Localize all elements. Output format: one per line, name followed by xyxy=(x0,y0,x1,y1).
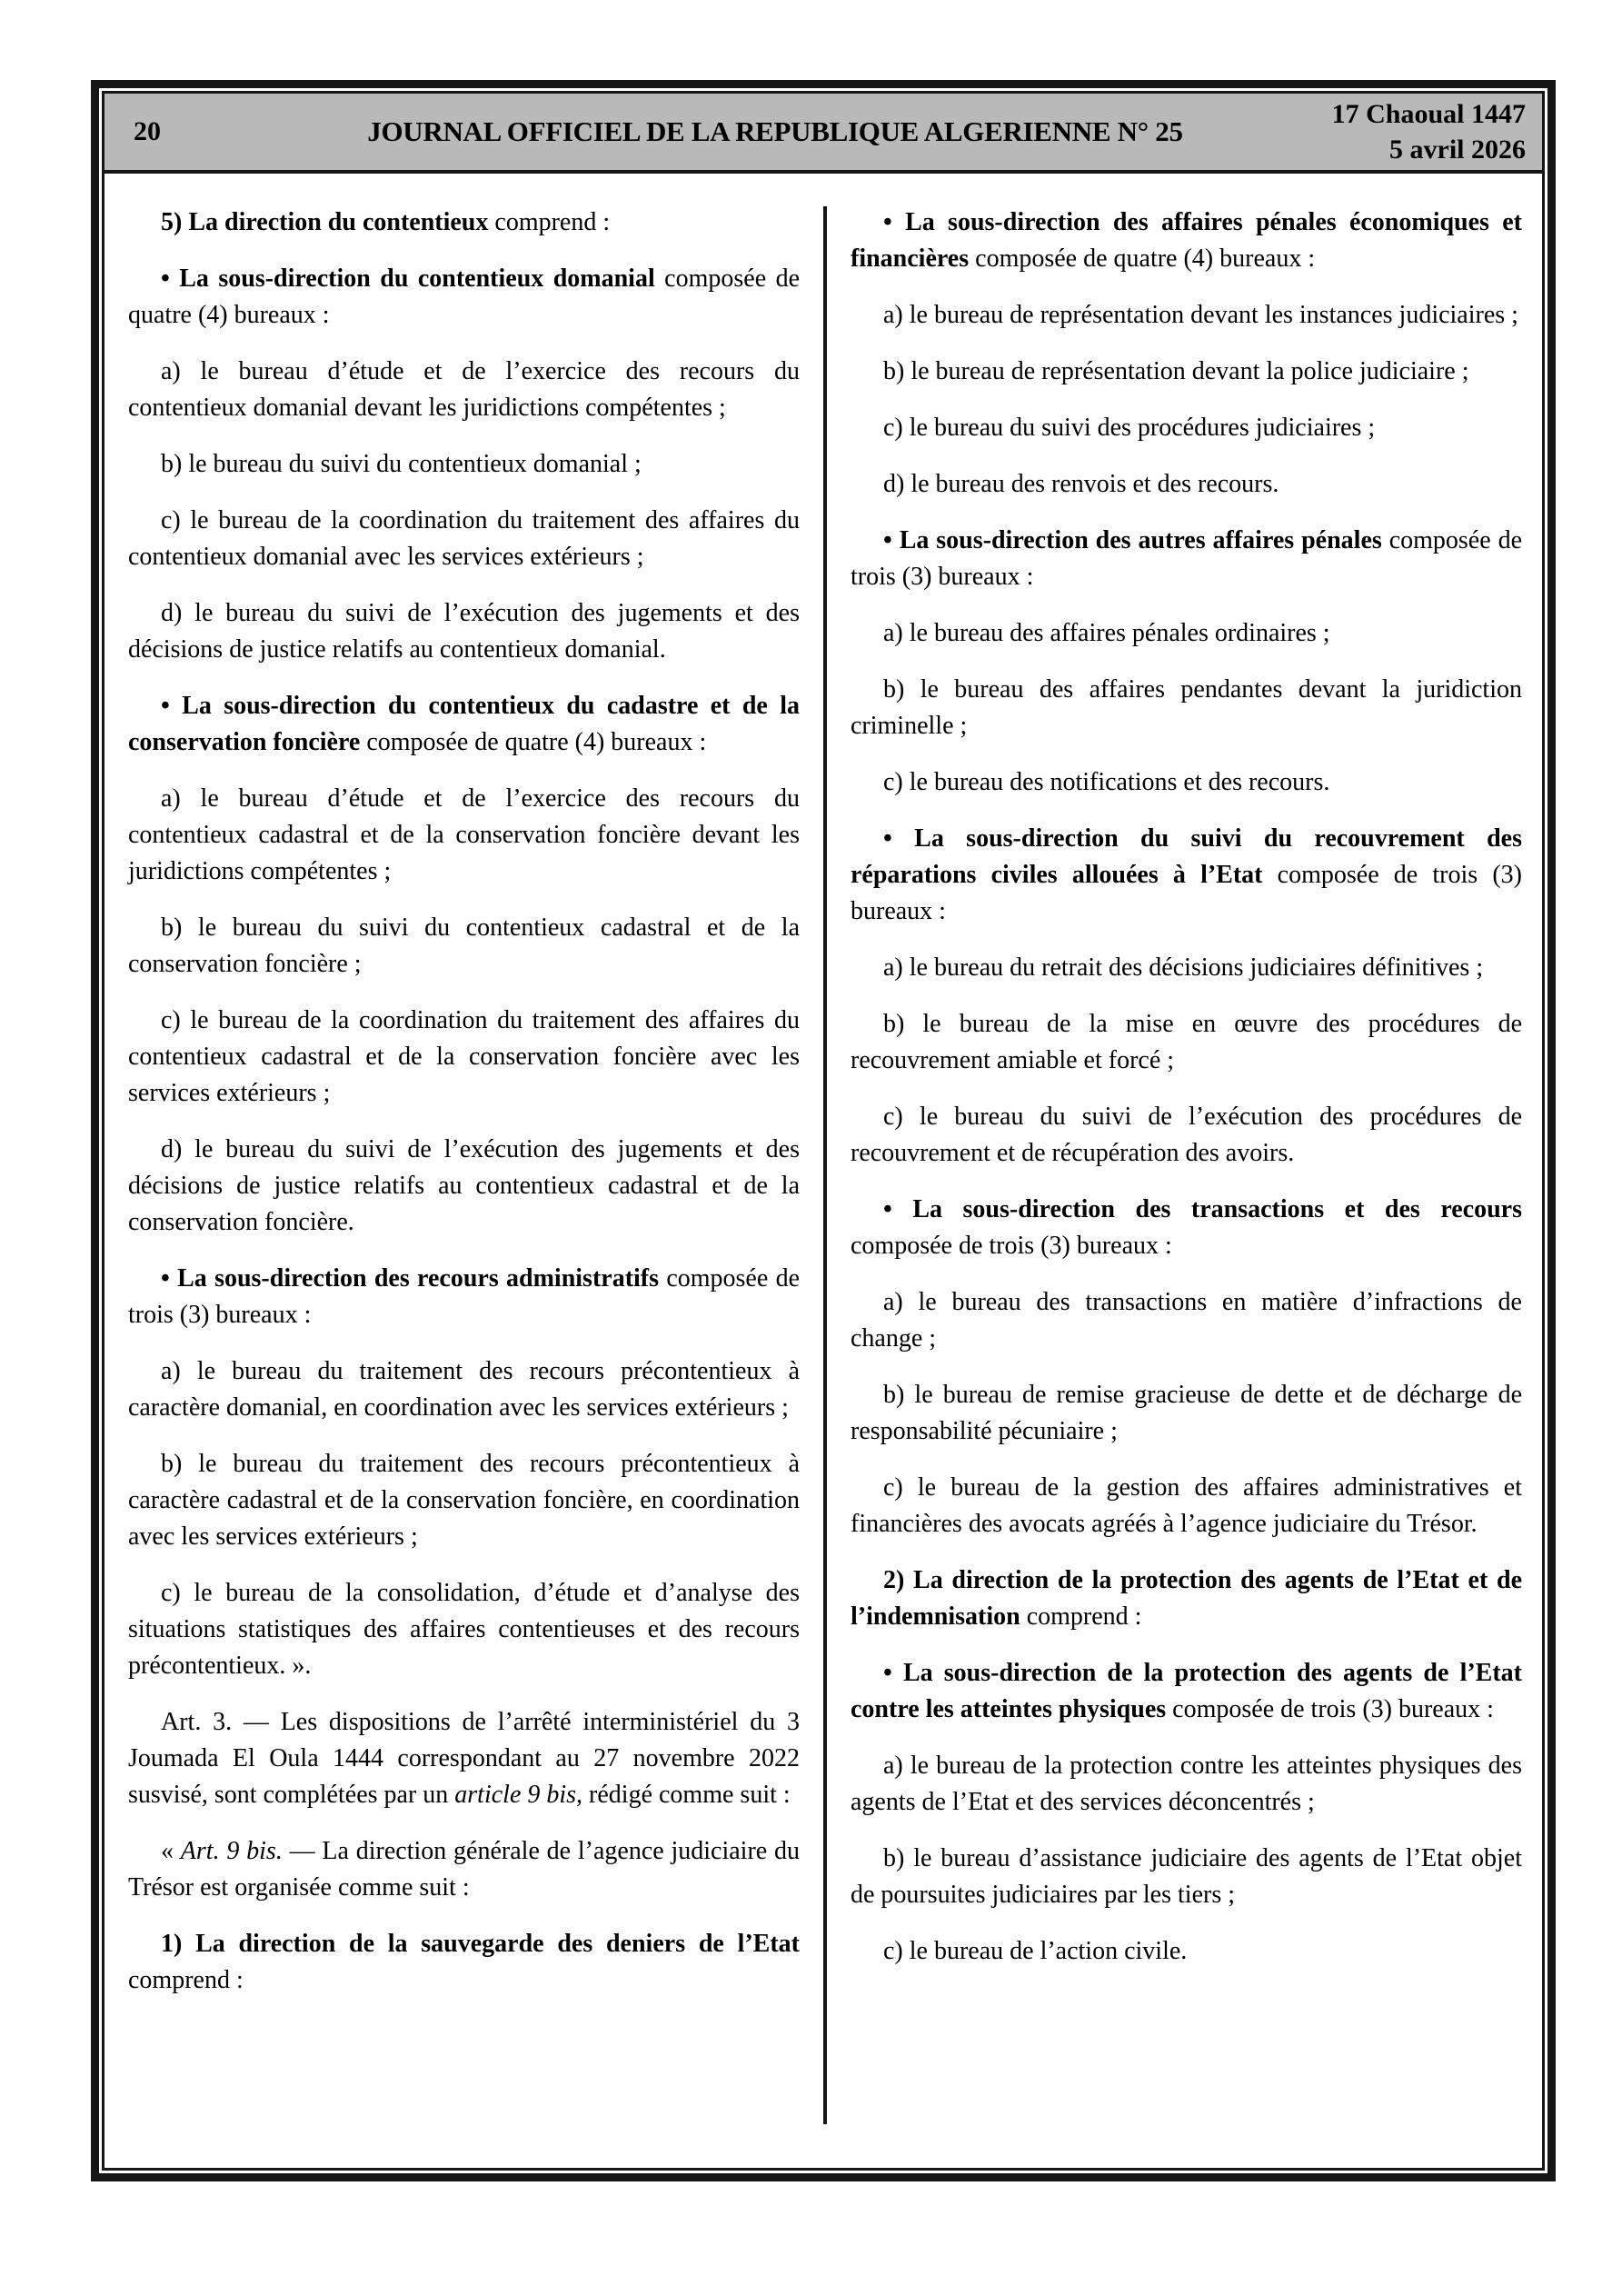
paragraph xyxy=(128,1446,800,1555)
paragraph xyxy=(851,205,1522,277)
text-run: comprend : xyxy=(1020,1602,1142,1631)
text-run: • La sous-direction du contentieux du cadastre et de la conservation foncière xyxy=(128,692,800,756)
text-run: a) le bureau d’étude et de l’exercice des recours du contentieux domanial devant les juridictions compétentes ; xyxy=(128,357,800,422)
right-column xyxy=(851,205,1522,2168)
paragraph xyxy=(128,354,800,426)
text-run: d) le bureau du suivi de l’exécution des jugements et des décisions de justice relatifs au contentieux cadastral et de la conservation foncière. xyxy=(128,1135,800,1236)
text-run: c) le bureau de la consolidation, d’étude et d’analyse des situations statistiques des affaires contentieuses et des recours précontentieux. ». xyxy=(128,1579,800,1680)
paragraph xyxy=(851,354,1522,390)
paragraph xyxy=(851,1748,1522,1821)
paragraph xyxy=(851,466,1522,503)
text-run: b) le bureau du suivi du contentieux cadastral et de la conservation foncière ; xyxy=(128,913,800,978)
paragraph xyxy=(128,1926,800,1999)
paragraph xyxy=(851,950,1522,986)
paragraph xyxy=(851,764,1522,801)
text-run: b) le bureau de représentation devant la police judiciaire ; xyxy=(883,357,1469,385)
text-run: comprend : xyxy=(488,208,611,236)
text-run: • La sous-direction des recours administratifs xyxy=(161,1264,660,1293)
text-run: 5) La direction du contentieux xyxy=(161,208,489,236)
text-run: — La direction générale de l’agence judiciaire du Trésor est organisée comme suit : xyxy=(128,1837,800,1902)
text-run: comprend : xyxy=(128,1966,244,1994)
text-run: • La sous-direction des affaires pénales économiques et financières xyxy=(851,208,1522,273)
text-run: 1) La direction de la sauvegarde des deniers de l’Etat xyxy=(161,1930,800,1958)
left-column xyxy=(128,205,800,2168)
paragraph xyxy=(851,1470,1522,1542)
text-run: composée de trois (3) bureaux : xyxy=(851,861,1522,925)
text-run: « xyxy=(161,1837,181,1865)
text-run: b) le bureau du suivi du contentieux domanial ; xyxy=(161,450,642,478)
paragraph xyxy=(128,205,800,241)
paragraph xyxy=(851,672,1522,744)
text-run: b) le bureau des affaires pendantes devant la juridiction criminelle ; xyxy=(851,675,1522,740)
text-run: composée de trois (3) bureaux : xyxy=(1166,1695,1494,1723)
text-run: a) le bureau du traitement des recours précontentieux à caractère domanial, en coordination avec les services extérieurs ; xyxy=(128,1357,800,1422)
paragraph xyxy=(128,781,800,890)
text-run: b) le bureau du traitement des recours précontentieux à caractère cadastral et de la conservation foncière, en coordination avec les services extérieurs ; xyxy=(128,1450,800,1551)
text-run: a) le bureau des affaires pénales ordinaires ; xyxy=(883,619,1330,647)
text-run: a) le bureau des transactions en matière d’infractions de change ; xyxy=(851,1288,1522,1353)
text-run: d) le bureau du suivi de l’exécution des jugements et des décisions de justice relatifs au contentieux domanial. xyxy=(128,599,800,664)
text-run: b) le bureau d’assistance judiciaire des agents de l’Etat objet de poursuites judiciaires par les tiers ; xyxy=(851,1844,1522,1909)
paragraph xyxy=(128,1353,800,1426)
page-number: 20 xyxy=(134,116,161,146)
column-divider xyxy=(823,206,827,2124)
paragraph xyxy=(851,297,1522,334)
text-run: composée de trois (3) bureaux : xyxy=(128,1264,801,1329)
text-run: b) le bureau de la mise en œuvre des procédures de recouvrement amiable et forcé ; xyxy=(851,1010,1522,1074)
text-run: c) le bureau des notifications et des recours. xyxy=(883,768,1330,796)
text-run: composée de trois (3) bureaux : xyxy=(851,1232,1172,1260)
text-run: Art. 9 bis. xyxy=(180,1837,283,1865)
paragraph xyxy=(128,910,800,983)
text-run: c) le bureau de la coordination du traitement des affaires du contentieux domanial avec les services extérieurs ; xyxy=(128,506,800,571)
text-run: c) le bureau de la coordination du traitement des affaires du contentieux cadastral et de la conservation foncière avec les services extérieurs ; xyxy=(128,1006,800,1107)
text-run: composée de quatre (4) bureaux : xyxy=(128,265,801,329)
text-run: article 9 bis, xyxy=(454,1781,583,1809)
paragraph xyxy=(851,1562,1522,1635)
date-hijri: 17 Chaoual 1447 xyxy=(1331,99,1526,129)
paragraph xyxy=(128,595,800,668)
text-run: c) le bureau de la gestion des affaires administratives et financières des avocats agréés à l’agence judiciaire du Trésor. xyxy=(851,1473,1522,1538)
text-run: b) le bureau de remise gracieuse de dette et de décharge de responsabilité pécuniaire ; xyxy=(851,1381,1522,1445)
text-run: a) le bureau d’étude et de l’exercice des recours du contentieux cadastral et de la conservation foncière devant les juridictions compétentes ; xyxy=(128,784,800,885)
text-run: d) le bureau des renvois et des recours. xyxy=(883,470,1279,498)
text-run: composée de quatre (4) bureaux : xyxy=(969,245,1316,273)
paragraph xyxy=(851,1284,1522,1357)
text-run: c) le bureau de l’action civile. xyxy=(883,1937,1188,1965)
content xyxy=(104,174,1542,2168)
paragraph xyxy=(851,1006,1522,1079)
paragraph xyxy=(128,261,800,334)
text-run: • La sous-direction des autres affaires pénales xyxy=(883,526,1382,554)
text-run: Art. 3. — Les dispositions de l’arrêté interministériel du 3 Joumada El Oula 1444 correspondant au 27 novembre 2022 susvisé, sont complétées par un xyxy=(128,1708,800,1809)
paragraph xyxy=(851,410,1522,446)
text-run: a) le bureau de la protection contre les atteintes physiques des agents de l’Etat et des services déconcentrés ; xyxy=(851,1752,1522,1816)
paragraph xyxy=(851,523,1522,595)
page-frame-inner xyxy=(102,91,1545,2171)
paragraph xyxy=(851,1841,1522,1913)
paragraph xyxy=(851,1655,1522,1728)
text-run: • La sous-direction du suivi du recouvrement des réparations civiles allouées à l’Etat xyxy=(851,824,1522,889)
paragraph xyxy=(851,1933,1522,1970)
paragraph xyxy=(128,1575,800,1684)
text-run: • La sous-direction de la protection des agents de l’Etat contre les atteintes physiques xyxy=(851,1659,1522,1723)
paragraph xyxy=(128,1132,800,1241)
page-frame xyxy=(91,80,1556,2181)
paragraph xyxy=(128,446,800,483)
paragraph xyxy=(128,1704,800,1813)
text-run: c) le bureau du suivi des procédures judiciaires ; xyxy=(883,414,1376,442)
text-run: composée de trois (3) bureaux : xyxy=(851,526,1522,591)
text-run: 2) La direction de la protection des agents de l’Etat et de l’indemnisation xyxy=(851,1566,1522,1631)
text-run: • La sous-direction des transactions et des recours xyxy=(883,1195,1522,1223)
paragraph xyxy=(851,1192,1522,1264)
text-run: rédigé comme suit : xyxy=(582,1781,791,1809)
paragraph xyxy=(128,688,800,761)
paragraph xyxy=(128,503,800,575)
journal-title: JOURNAL OFFICIEL DE LA REPUBLIQUE ALGERIENNE N° 25 xyxy=(367,115,1183,147)
text-run: composée de quatre (4) bureaux : xyxy=(360,728,707,756)
text-run: a) le bureau de représentation devant les instances judiciaires ; xyxy=(883,301,1518,329)
paragraph xyxy=(128,1833,800,1906)
date-gregorian: 5 avril 2026 xyxy=(1389,135,1526,165)
paragraph xyxy=(851,1099,1522,1172)
header xyxy=(104,94,1542,174)
paragraph xyxy=(128,1261,800,1333)
paragraph xyxy=(851,1377,1522,1450)
text-run: a) le bureau du retrait des décisions judiciaires définitives ; xyxy=(883,953,1484,982)
paragraph xyxy=(851,821,1522,930)
text-run: • La sous-direction du contentieux domanial xyxy=(161,265,655,293)
header-dates xyxy=(1280,96,1542,167)
paragraph xyxy=(128,1003,800,1112)
paragraph xyxy=(851,615,1522,652)
text-run: c) le bureau du suivi de l’exécution des procédures de recouvrement et de récupération des avoirs. xyxy=(851,1103,1522,1167)
